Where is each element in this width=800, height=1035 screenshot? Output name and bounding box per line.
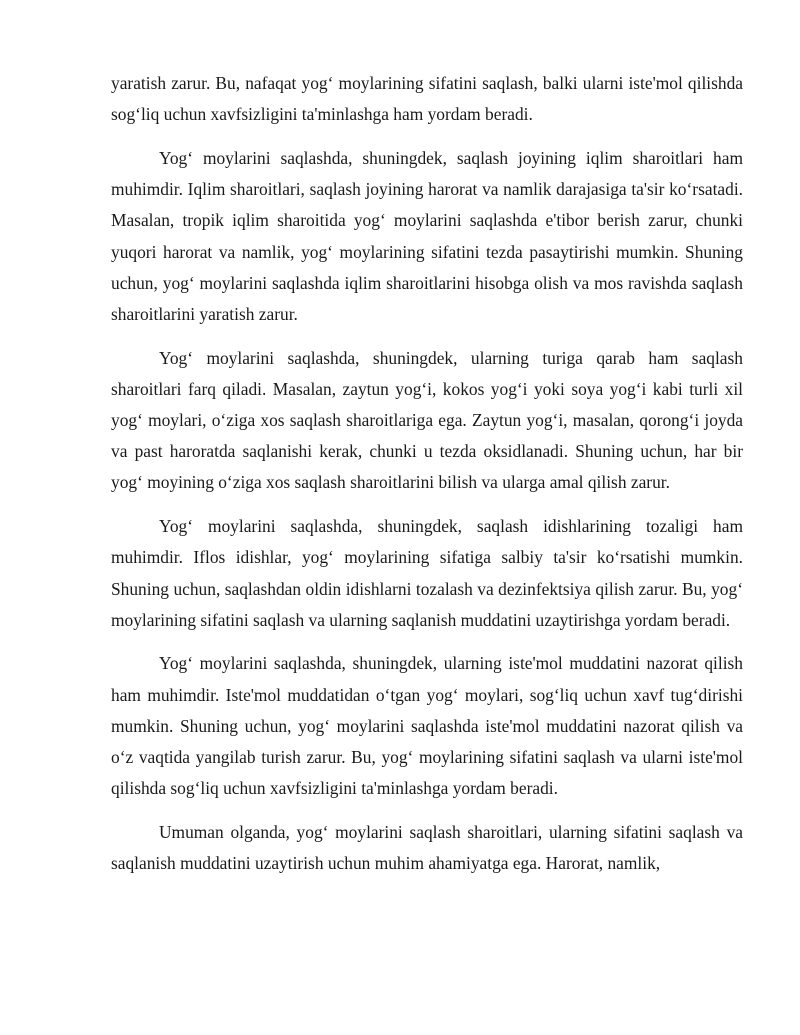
document-page (111, 68, 743, 892)
paragraph-4: Yog‘ moylarini saqlashda, shuningdek, saqlash idishlarining tozaligi ham muhimdir. Iflos idishlar, yog‘ moylarining sifatiga salbiy ta'sir ko‘rsatishi mumkin. Shuning uchun, saqlashdan oldin idishlarni tozalash va dezinfektsiya qilish zarur. Bu, yog‘ moylarining sifatini saqlash va ularning saqlanish muddatini uzaytirishga yordam beradi. (111, 516, 743, 630)
paragraph-6: Umuman olganda, yog‘ moylarini saqlash sharoitlari, ularning sifatini saqlash va saqlanish muddatini uzaytirish uchun muhim ahamiyatga ega. Harorat, namlik, (111, 821, 743, 874)
paragraph-3: Yog‘ moylarini saqlashda, shuningdek, ularning turiga qarab ham saqlash sharoitlari farq qiladi. Masalan, zaytun yog‘i, kokos yog‘i yoki soya yog‘i kabi turli xil yog‘ moylari, o‘ziga xos saqlash sharoitlariga ega. Zaytun yog‘i, masalan, qorong‘i joyda va past haroratda saqlanishi kerak, chunki u tezda oksidlanadi. Shuning uchun, har bir yog‘ moyining o‘ziga xos saqlash sharoitlarini bilish va ularga amal qilish zarur. (111, 347, 743, 493)
paragraph-5: Yog‘ moylarini saqlashda, shuningdek, ularning iste'mol muddatini nazorat qilish ham muhimdir. Iste'mol muddatidan o‘tgan yog‘ moylari, sog‘liq uchun xavf tug‘dirishi mumkin. Shuning uchun, yog‘ moylarini saqlashda iste'mol muddatini nazorat qilish va o‘z vaqtida yangilab turish zarur. Bu, yog‘ moylarining sifatini saqlash va ularni iste'mol qilishda sog‘liq uchun xavfsizligini ta'minlashga yordam beradi. (111, 653, 743, 799)
paragraph-1: yaratish zarur. Bu, nafaqat yog‘ moylarining sifatini saqlash, balki ularni iste'mol qilishda sog‘liq uchun xavfsizligini ta'minlashga ham yordam beradi. (111, 73, 743, 125)
paragraph-2: Yog‘ moylarini saqlashda, shuningdek, saqlash joyining iqlim sharoitlari ham muhimdir. Iqlim sharoitlari, saqlash joyining harorat va namlik darajasiga ta'sir ko‘rsatadi. Masalan, tropik iqlim sharoitida yog‘ moylarini saqlashda e'tibor berish zarur, chunki yuqori harorat va namlik, yog‘ moylarining sifatini tezda pasaytirishi mumkin. Shuning uchun, yog‘ moylarini saqlashda iqlim sharoitlarini hisobga olish va mos ravishda saqlash sharoitlarini yaratish zarur. (111, 147, 743, 324)
